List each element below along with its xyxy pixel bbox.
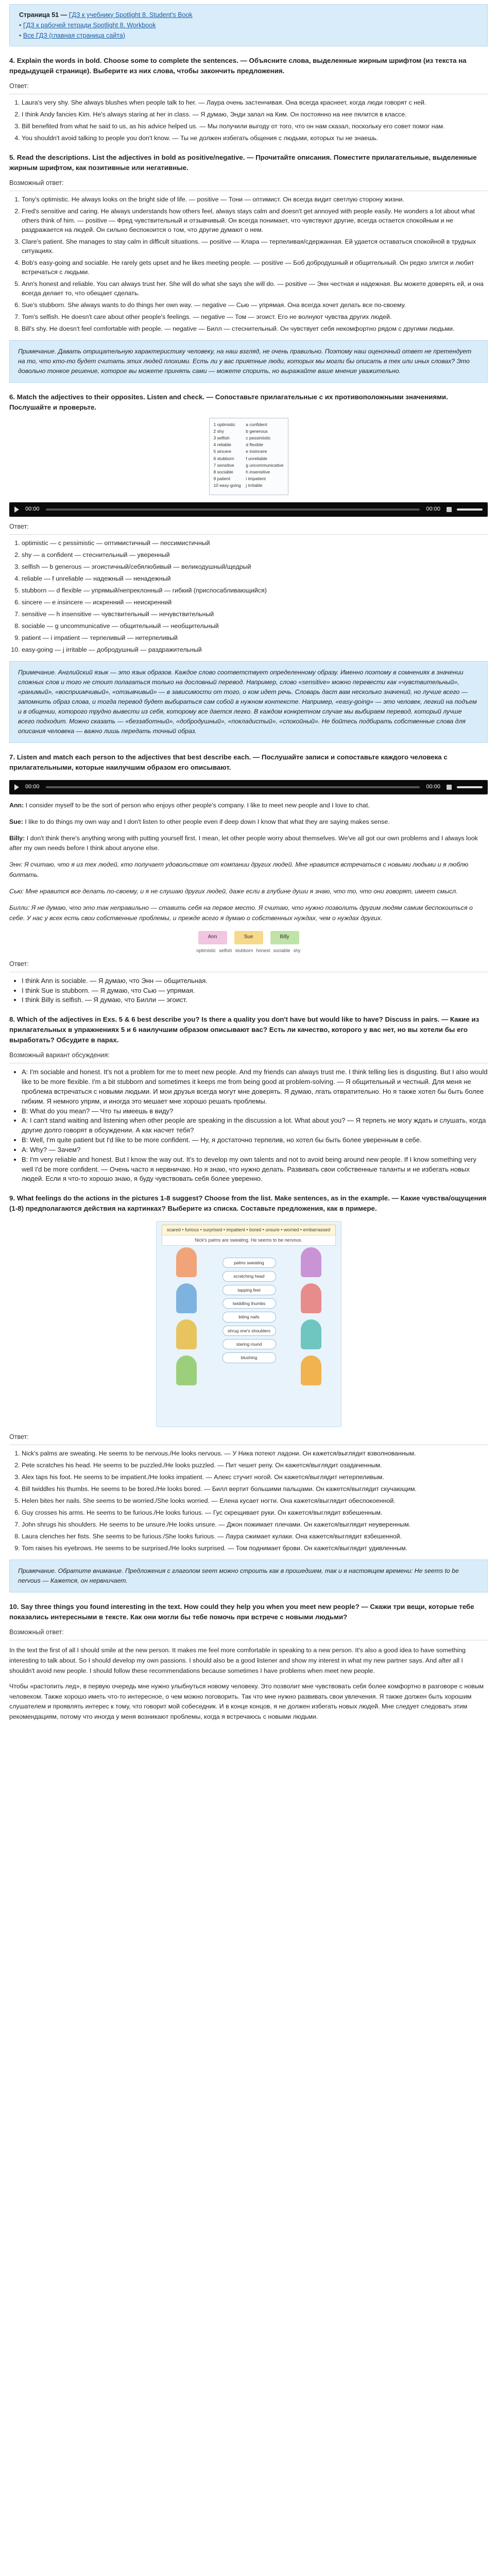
img-word: 6 stubborn (213, 455, 234, 461)
answer-item: 4. Bill twiddles his thumbs. He seems to be bored./He looks bored. — Билл вертит большими пальцами. Он кажется/выглядит скучающим. (22, 1485, 488, 1494)
answer-item: 1. Tony's optimistic. He always looks on the bright side of life. — positive — Тони — оптимист. Он всегда видит светлую сторону жизни. (22, 195, 488, 205)
action-bubble: scratching head (222, 1271, 276, 1281)
person-figure (301, 1319, 321, 1349)
audio-time: 00:00 (25, 783, 40, 790)
audio-time: 00:00 (25, 505, 40, 512)
answer-item: • I think Billy is selfish. — Я думаю, что Билли — эгоист. (22, 995, 488, 1005)
body-language-image (156, 1221, 341, 1427)
answer-label: Возможный ответ: (9, 1629, 64, 1636)
adjective: optimistic (196, 947, 216, 953)
speech-text: I like to do things my own way and I don't listen to other people even if deep down I know that what they are saying makes sense. (25, 818, 390, 825)
answer-item: 1. Laura's very shy. She always blushes when people talk to her. — Лаура очень застенчивая. Она всегда краснеет, когда люди говорят с ней. (22, 98, 488, 108)
answer-item: 2. I think Andy fancies Kim. He's always staring at her in class. — Я думаю, Энди запал на Ким. Он постоянно на нее пялится в классе. (22, 110, 488, 120)
img-word: 9 patient (213, 476, 231, 482)
person-figure (301, 1355, 321, 1385)
answer-item: 5. Ann's honest and reliable. You can always trust her. She will do what she says she will do. — positive — Энн честная и надежная. Вы можете доверять ей, и она всегда делает то, что обещает сделать. (22, 280, 488, 298)
img-word: 5 sincere (213, 449, 231, 454)
task-7-title: 7. Listen and match each person to the adjectives that best describe each. — Послушайте записи и сопоставьте каждого человека с прилагательными, которые наилучшим образом его описывают. (9, 753, 448, 771)
audio-progress-bar[interactable] (46, 786, 420, 788)
img-feelings-list: scared • furious • surprised • impatient • bored • unsure • worried • embarrassed (162, 1225, 336, 1235)
answer-item: 6. sincere — e insincere — искренний — неискренний (22, 598, 488, 607)
answer-item: 5. Helen bites her nails. She seems to be worried./She looks worried. — Елена кусает ногти. Она кажется/выглядит обеспокоенной. (22, 1497, 488, 1506)
speech-ru: Билли: Я не думаю, что это так неправильно — ставить себя на первое место. Я считаю, что нужно позволить другим людям самим беспокоиться о себе. У нас у всех есть свои собственные проблемы, и прежде всего я думаю о собственных нуждах, чем о нуждах других. (9, 904, 473, 922)
img-word: i impatient (246, 476, 266, 482)
action-bubble: blushing (222, 1352, 276, 1363)
answer-item: 8. Bill's shy. He doesn't feel comfortable with people. — negative — Билл — стеснительный. Он чувствует себя некомфортно рядом с другими людьми. (22, 325, 488, 334)
answer-item: 7. Tom's selfish. He doesn't care about other people's feelings. — negative — Том — эгоист. Его не волнуют чувства других людей. (22, 313, 488, 322)
person-figure (301, 1247, 321, 1277)
img-word: j irritable (246, 483, 263, 488)
answer-text-ru: Чтобы «растопить лед», в первую очередь мне нужно улыбнуться новому человеку. Это позволит мне чувствовать себя более комфортно в разговоре с новым человеком. Также хорошо иметь что-то интересное, о чем можно поговорить. Так что мне нужно развивать свои увлечения. Я также должен быть хорошим слушателем и проявлять интерес к тому, что говорит мой собеседник. И в конце концов, я не должен избегать новых людей. Мне следует следовать этим рекомендациям, потому что иногда у меня возникают проблемы, когда я встречаюсь с новыми людьми. (9, 1682, 484, 1721)
audio-player (9, 502, 488, 517)
person-figure (176, 1355, 197, 1385)
wb-link[interactable]: ГДЗ к рабочей тетради Spotlight 8. Workbook (23, 22, 156, 29)
dialog-line: • A: Why? — Зачем? (22, 1145, 488, 1155)
answer-label: Возможный ответ: (9, 179, 64, 187)
badge-ann: Ann (198, 931, 227, 944)
answer-item: 2. Fred's sensitive and caring. He always understands how others feel, always stays calm and doesn't get annoyed with people easily. He wonders a lot about what others think of him. — positive — Фред чувствительный и отзывчивый. Он всегда понимает, что чувствуют другие, всегда остается спокойным и не раздражается на людей. Он сильно беспокоится о том, что другие думают о нем. (22, 207, 488, 235)
play-icon[interactable] (14, 784, 19, 790)
badge-sue: Sue (234, 931, 263, 944)
img-word: h insensitive (246, 469, 270, 474)
divider (9, 534, 488, 535)
volume-icon[interactable] (447, 507, 452, 512)
nav-link-item (19, 20, 478, 30)
task-10-title: 10. Say three things you found interesting in the text. How could they help you when you meet new people? — Скажи три вещи, которые тебе показались интересными в тексте. Как они могли бы тебе помочь при встрече с новыми людьми? (9, 1603, 474, 1621)
img-right-col (246, 421, 283, 492)
nav-box (9, 4, 488, 46)
answer-item: 4. Bob's easy-going and sociable. He rarely gets upset and he likes meeting people. — positive — Боб добродушный и общительный. Он редко злится и любит встречаться с людьми. (22, 259, 488, 277)
answer-item: 6. Guy crosses his arms. He seems to be furious./He looks furious. — Гус скрещивает руки. Он кажется/выглядит взбешенным. (22, 1509, 488, 1518)
answer-item: 8. sociable — g uncommunicative — общительный — необщительный (22, 622, 488, 631)
action-bubble: palms sweating (222, 1258, 276, 1268)
adjective: stubborn (235, 947, 253, 953)
answer-item: 4. You shouldn't avoid talking to people you don't know. — Ты не должен избегать общения с людьми, которых ты не знаешь. (22, 134, 488, 143)
img-word: b generous (246, 428, 268, 434)
answer-item: 9. Tom raises his eyebrows. He seems to be surprised./He looks surprised. — Том поднимает брови. Он кажется/выглядит удивленным. (22, 1544, 488, 1553)
adjective: honest (256, 947, 270, 953)
audio-progress-bar[interactable] (46, 509, 420, 511)
dialog-line: • A: I can't stand waiting and listening when other people are speaking in the discussion a lot. What about you? — Я терпеть не могу ждать и слушать, когда другие долго говорят в обсуждении. А как насчет тебя? (22, 1116, 488, 1136)
answer-item: 4. reliable — f unreliable — надежный — ненадежный (22, 574, 488, 584)
adjective: selfish (218, 947, 232, 953)
answer-item: 2. shy — a confident — стеснительный — уверенный (22, 551, 488, 560)
answer-item: 1. Nick's palms are sweating. He seems to be nervous./He looks nervous. — У Ника потеют ладони. Он кажется/выглядит взволнованным. (22, 1449, 488, 1459)
task-5-title: 5. Read the descriptions. List the adjectives in bold as positive/negative. — Прочитайте описания. Поместите прилагательные, выделенные жирным шрифтом, как позитивные или негативные. (9, 153, 477, 172)
nav-links (19, 20, 478, 41)
adjective: shy (293, 947, 301, 953)
img-word: 4 reliable (213, 442, 231, 448)
people-left-col (166, 1244, 207, 1419)
answer-item: 2. Pete scratches his head. He seems to be puzzled./He looks puzzled. — Пит чешет репу. Он кажется/выглядит озадаченным. (22, 1461, 488, 1470)
task-7-answers (9, 976, 488, 1006)
badge-billy: Billy (270, 931, 299, 944)
speech-text: I don't think there's anything wrong with putting yourself first. I mean, let other people worry about themselves. We've all got our own problems and I always look after my own needs before I think about anyone else. (9, 834, 478, 852)
adjectives-row (9, 947, 488, 954)
bubbles-center (222, 1258, 276, 1366)
speaker-name: Billy: (9, 834, 25, 842)
answer-item: 5. stubborn — d flexible — упрямый/непреклонный — гибкий (приспосабливающийся) (22, 586, 488, 596)
answer-item: • I think Sue is stubborn. — Я думаю, что Сью — упрямая. (22, 986, 488, 996)
name-badges-image (9, 931, 488, 944)
action-bubble: twiddling thumbs (222, 1298, 276, 1309)
volume-slider[interactable] (457, 509, 483, 511)
task-6-answers (9, 539, 488, 655)
action-bubble: biting nails (222, 1312, 276, 1322)
img-word: 7 sensitive (213, 462, 234, 468)
sb-link[interactable]: ГДЗ к учебнику Spotlight 8. Student's Book (68, 11, 193, 19)
answer-item: 7. sensitive — h insensitive — чувствительный — нечувствительный (22, 610, 488, 619)
person-figure (301, 1283, 321, 1313)
img-word: e insincere (246, 449, 267, 454)
note-box: Примечание. Обратите внимание. Предложения с глаголом seem можно строить как в прошедшем, так и в настоящем времени: He seems to be nervous — Кажется, он нервничает. (9, 1560, 488, 1592)
action-bubble: tapping feet (222, 1285, 276, 1295)
volume-slider[interactable] (457, 786, 483, 788)
img-word: 8 sociable (213, 469, 233, 474)
action-bubble: staring round (222, 1339, 276, 1349)
answer-item: 3. Bill benefited from what he said to us, as his advice helped us. — Мы получили выгоду от того, что он нам сказал, поскольку его совет помог нам. (22, 122, 488, 131)
img-word: a confident (246, 421, 267, 427)
answer-label: Возможный вариант обсуждения: (9, 1052, 110, 1059)
task-5-answers (9, 195, 488, 334)
answer-item: 3. Alex taps his foot. He seems to be impatient./He looks impatient. — Алекс стучит ногой. Он кажется/выглядит нетерпеливым. (22, 1473, 488, 1482)
dialog-line: • B: I'm very reliable and honest. But I know the way out. It's to develop my own talents and not to avoid being around new people. If I know something very well I'd be more confident. — Очень часто я нервничаю. Но я знаю, что нужно делать. Развивать свои собственные таланты и не избегать новых людей. Если я что-то хорошо знаю, я буду чувствовать себя более уверенно. (22, 1155, 488, 1184)
answer-item: 6. Sue's stubborn. She always wants to do things her own way. — negative — Сью — упрямая. Она всегда хочет делать все по-своему. (22, 301, 488, 310)
task-4-answers (9, 98, 488, 143)
task-6-title: 6. Match the adjectives to their opposites. Listen and check. — Сопоставьте прилагательные с их противоположными значениями. Послушайте и проверьте. (9, 393, 448, 411)
people-right-col (290, 1244, 332, 1419)
dialog-line: • B: What do you mean? — Что ты имеешь в виду? (22, 1107, 488, 1116)
speech-billy (9, 834, 488, 854)
dialog-line: • B: Well, I'm quite patient but I'd like to be more confident. — Ну, я достаточно терпелив, но хотел бы быть более уверенным в себе. (22, 1136, 488, 1145)
speech-sue (9, 817, 488, 827)
img-word: 3 selfish (213, 435, 230, 441)
img-word: 1 optimistic (213, 421, 236, 427)
audio-duration: 00:00 (426, 783, 440, 790)
answer-item: 3. Clare's patient. She manages to stay calm in difficult situations. — positive — Клара — терпеливая/сдержанная. Ей удается оставаться спокойной в трудных ситуациях. (22, 238, 488, 256)
answer-item: 3. selfish — b generous — эгоистичный/себялюбивый — великодушный/щедрый (22, 563, 488, 572)
dialog-line: • A: I'm sociable and honest. It's not a problem for me to meet new people. And my friends can always trust me. I think telling lies is disgusting. But I also would like to be more flexible. I'm a bit stubborn and sometimes it keeps me from being good at problem-solving. — Я общительный и честный. Для меня не проблема встречаться с новыми людьми. И мои друзья всегда могут мне доверять. Я думаю, лгать отвратительно. Но я также хотел бы быть более гибким. Я немного упрям, и иногда это мешает мне хорошо решать проблемы. (22, 1067, 488, 1106)
nav-page-line (19, 10, 478, 20)
action-bubble: shrug one's shoulders (222, 1326, 276, 1336)
task-9-title: 9. What feelings do the actions in the pictures 1-8 suggest? Choose from the list. Make sentences, as in the example. — Какие чувства/ощущения (1-8) предполагаются действия на картинках? Выберите из списка. Составьте предложения, как в примере. (9, 1194, 487, 1213)
img-word: f unreliable (246, 455, 267, 461)
answer-item: 9. patient — i impatient — терпеливый — нетерпеливый (22, 634, 488, 643)
person-figure (176, 1283, 197, 1313)
answer-label: Ответ: (9, 960, 29, 968)
speaker-name: Ann: (9, 801, 24, 809)
speech-ann (9, 801, 488, 811)
task-8-dialog (9, 1067, 488, 1184)
img-left-col (214, 421, 242, 492)
nav-link-item (19, 30, 478, 41)
img-word: c pessimistic (246, 435, 271, 441)
speech-ru: Сью: Мне нравится все делать по-своему, и я не слушаю других людей, даже если в глубине души я знаю, что то, что они говорят, имеет смысл. (9, 887, 458, 895)
audio-duration: 00:00 (426, 505, 440, 512)
img-word: d flexible (246, 442, 263, 448)
img-word: 2 shy (213, 428, 224, 434)
person-figure (176, 1319, 197, 1349)
answer-item: 8. Laura clenches her fists. She seems to be furious./She looks furious. — Лаура сжимает кулаки. Она кажется/выглядит взбешенной. (22, 1532, 488, 1541)
img-example: Nick's palms are sweating. He seems to be nervous. (162, 1235, 336, 1246)
answer-item: 10. easy-going — j irritable — добродушный — раздражительный (22, 646, 488, 655)
speaker-name: Sue: (9, 818, 23, 825)
speech-ru: Энн: Я считаю, что я из тех людей, кто получает удовольствие от компании других людей. Мне нравится встречаться с новыми людьми и я люблю болтать. (9, 861, 469, 879)
audio-player (9, 780, 488, 794)
answer-label: Ответ: (9, 522, 29, 530)
play-icon[interactable] (14, 506, 19, 513)
page-label: Страница 51 — (19, 11, 67, 19)
img-word: g uncommunicative (246, 462, 284, 468)
adjectives-match-image (209, 418, 288, 495)
speech-text: I consider myself to be the sort of person who enjoys other people's company. I like to meet new people and I love to chat. (25, 801, 370, 809)
answer-item: 1. optimistic — c pessimistic — оптимистичный — пессимистичный (22, 539, 488, 548)
answer-label: Ответ: (9, 1433, 29, 1441)
task-8-title: 8. Which of the adjectives in Exs. 5 & 6 best describe you? Is there a quality you don't have but would like to have? Discuss in pairs. — Какие из прилагательных в упражнениях 5 и 6 наилучшим образом описывают вас? Есть ли качество, которого у вас нет, но вы хотели бы его выработать? Обсудите в парах. (9, 1015, 479, 1044)
task-4-title: 4. Explain the words in bold. Choose some to complete the sentences. — Объясните слова, выделенные жирным шрифтом (из текста на предыдущей странице). Выберите из них слова, чтобы закончить предложения. (9, 57, 467, 75)
note-box: Примечание. Английский язык — это язык образов. Каждое слово соответствует определенному образу. Именно поэтому в сомнениях в значении сложных слов и того не стоит полагаться только на дословный перевод. Например, слово «sensitive» можно перевести как «чувствительный», «ранимый», «восприимчивый», «отзывчивый» — в зависимости от того, о ком идет речь. Словарь даст вам несколько значений, но лучше всего — запомнить образ слова, и тогда перевод будет выбираться сам собой в нужном контексте. Например, «easy-going» — это человек, легкий на подъем и в общении, которого трудно вывести из себя, которому все дается легко. В каждом конкретном случае мы выбираем перевод, который лучше всего подходит. Можно сказать — «беззаботный», «добродушный», «покладистый», «спокойный». Не бойтесь подбирать собственные слова для описания человека — важно лишь передать точный образ. (9, 661, 488, 743)
img-word: 10 easy-going (213, 483, 241, 488)
answer-item: 7. John shrugs his shoulders. He seems to be unsure./He looks unsure. — Джон пожимает плечами. Он кажется/выглядит неуверенным. (22, 1520, 488, 1530)
person-figure (176, 1247, 197, 1277)
volume-icon[interactable] (447, 785, 452, 790)
note-box: Примечание. Давать отрицательную характеристику человеку, на наш взгляд, не очень правильно. Поэтому наш оценочный ответ не претендует на то, что кто-то будет считать этих людей плохими. Есть ли у вас приятные люди, которых мы могли бы описать в тех или иных словах? Это довольно тонкое решение, которое вы можете принять сами — можете спорить, но выражайте ваше мнение уважительно. (9, 340, 488, 383)
adjective: sociable (273, 947, 290, 953)
answer-text-en: In the text the first of all I should smile at the new person. It makes me feel more comfortable in speaking to a new person. It's also a good idea to have something interesting to talk about. So I should develop my own passions. I should also be a good listener and show my interest in what my new partner says. And after all I shouldn't avoid new people. I should follow these recommendations because sometimes I have problems when meet new people. (9, 1647, 466, 1674)
answer-item: • I think Ann is sociable. — Я думаю, что Энн — общительная. (22, 976, 488, 986)
answer-label: Ответ: (9, 82, 29, 90)
task-9-answers (9, 1449, 488, 1553)
home-link[interactable]: Все ГДЗ (главная страница сайта) (23, 32, 125, 39)
